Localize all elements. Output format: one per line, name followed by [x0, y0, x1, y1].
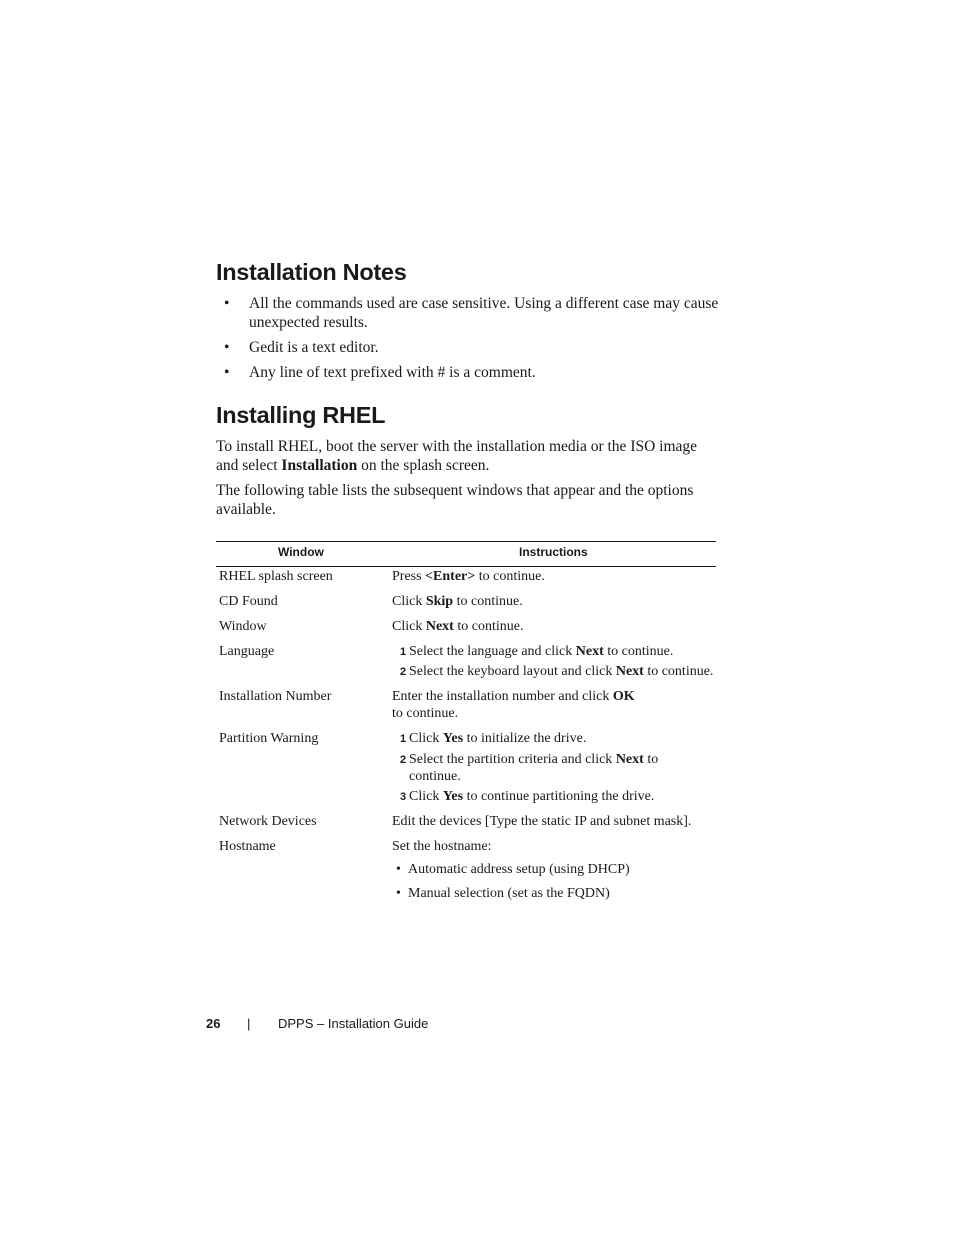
table-cell-window: Partition Warning	[219, 731, 319, 746]
list-item-text: Automatic address setup (using DHCP)	[408, 862, 630, 877]
table-top-rule	[216, 541, 716, 542]
cell-bold: Skip	[425, 594, 454, 609]
cell-text: Enter the installation number and click	[392, 689, 613, 704]
table-cell-instructions	[392, 688, 635, 705]
paragraph-text: on the splash screen.	[357, 457, 490, 474]
cell-text: Press	[392, 569, 426, 584]
table-cell-instructions-cont: to continue.	[392, 706, 459, 721]
list-item-text: Any line of text prefixed with # is a comment.	[249, 364, 536, 381]
column-header-instructions: Instructions	[519, 545, 588, 559]
table-cell-instructions: Edit the devices [Type the static IP and subnet mask].	[392, 814, 692, 829]
table-cell-instructions: Set the hostname:	[392, 839, 492, 854]
list-item-text: All the commands used are case sensitive. Using a different case may cause unexpected results.	[249, 295, 719, 331]
cell-text: Click	[392, 619, 426, 634]
table-cell-window: RHEL splash screen	[219, 569, 333, 584]
table-cell-instructions	[392, 618, 523, 635]
cell-bold: <Enter>	[425, 569, 476, 584]
step-text: Click Yes to initialize the drive.	[409, 731, 587, 746]
table-cell-window: CD Found	[219, 594, 278, 609]
table-cell-window: Hostname	[219, 839, 276, 854]
table-cell-window: Window	[219, 619, 267, 634]
paragraph-text: To install RHEL, boot the server with the installation media or the ISO image and select	[216, 438, 698, 474]
step-text: Select the partition criteria and click Next to	[409, 752, 659, 767]
cell-text: to continue.	[475, 569, 545, 584]
step-number: 1	[400, 646, 407, 658]
bullet-icon: •	[396, 886, 401, 901]
step-number: 2	[400, 754, 407, 766]
bullet-icon: •	[224, 295, 230, 312]
cell-text: Click	[392, 594, 426, 609]
table-cell-instructions	[392, 593, 523, 610]
table-cell-window: Language	[219, 644, 275, 659]
step-number: 1	[400, 733, 407, 745]
bullet-icon: •	[224, 364, 230, 381]
paragraph-bold: Installation	[281, 457, 358, 474]
table-cell-window: Installation Number	[219, 689, 332, 704]
footer-title: DPPS – Installation Guide	[278, 1016, 429, 1031]
cell-bold: OK	[612, 689, 635, 704]
table-header-rule	[216, 566, 716, 567]
page-number: 26	[206, 1016, 221, 1031]
step-number: 2	[400, 666, 407, 678]
list-item-text: Manual selection (set as the FQDN)	[408, 886, 610, 901]
cell-text: to continue.	[453, 594, 523, 609]
step-text: Click Yes to continue partitioning the drive.	[409, 789, 655, 804]
bullet-icon: •	[224, 339, 230, 356]
table-intro-paragraph: The following table lists the subsequent windows that appear and the options available.	[216, 482, 694, 518]
step-text-cont: continue.	[409, 769, 461, 784]
section-title-installation-notes: Installation Notes	[216, 259, 407, 285]
list-item-text: Gedit is a text editor.	[249, 339, 379, 356]
intro-paragraph	[216, 437, 721, 475]
step-number: 3	[400, 791, 407, 803]
step-text: Select the keyboard layout and click Next to continue.	[409, 664, 714, 679]
table-cell-instructions	[392, 568, 545, 585]
section-title-installing-rhel: Installing RHEL	[216, 402, 386, 428]
bullet-icon: •	[396, 862, 401, 877]
table-cell-window: Network Devices	[219, 814, 317, 829]
footer-separator: |	[247, 1016, 251, 1031]
cell-bold: Next	[425, 619, 454, 634]
column-header-window: Window	[278, 545, 324, 559]
cell-text: to continue.	[453, 619, 524, 634]
step-text: Select the language and click Next to continue.	[409, 644, 674, 659]
